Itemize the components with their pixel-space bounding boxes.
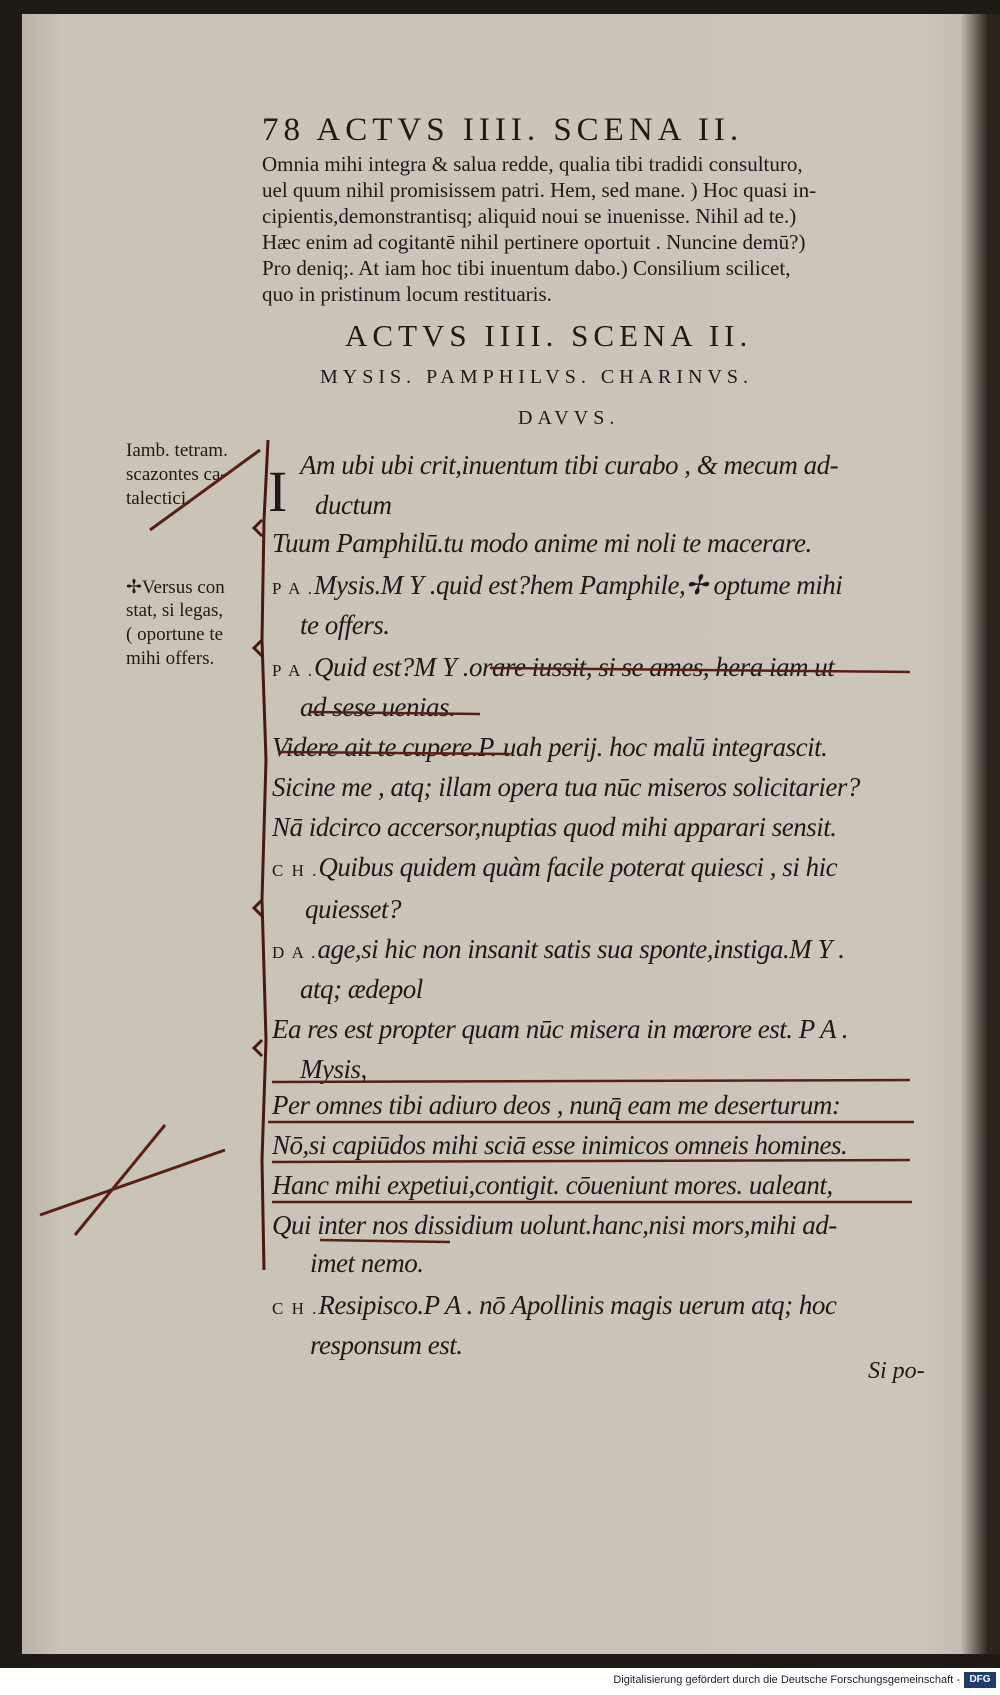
cross-out-marks xyxy=(40,450,260,1235)
footer-bar xyxy=(0,1668,1000,1695)
dramatis-personae: DAVVS. xyxy=(518,407,620,429)
dramatis-personae: MYSIS. PAMPHILVS. CHARINVS. xyxy=(320,366,754,388)
drop-cap: I xyxy=(268,459,288,524)
verse-text: imet nemo. xyxy=(310,1248,424,1278)
vertical-bracket-line xyxy=(254,440,268,1270)
commentary-line: quo in pristinum locum restituaris. xyxy=(262,282,552,306)
commentary-line: Hæc enim ad cogitantē nihil pertinere oportuit . Nuncine demū?) xyxy=(262,230,806,254)
verse-text: Per omnes tibi adiuro deos , nunq̄ eam me deserturum: xyxy=(272,1090,841,1120)
commentary-line: Omnia mihi integra & salua redde, qualia tibi tradidi consulturo, xyxy=(262,152,803,176)
commentary-line: uel quum nihil promisissem patri. Hem, sed mane. ) Hoc quasi in- xyxy=(262,178,817,202)
verse-text: ad sese uenias. xyxy=(300,692,456,722)
dfg-logo: DFG xyxy=(964,1672,996,1688)
verse-text: Resipisco.P A . nō Apollinis magis uerum atq; hoc xyxy=(318,1290,837,1320)
margin-note-meter: scazontes ca- xyxy=(126,464,227,485)
verse-text: responsum est. xyxy=(310,1330,463,1360)
verse-text: Tuum Pamphilū.tu modo anime mi noli te macerare. xyxy=(272,528,812,558)
verse-text: te offers. xyxy=(300,610,390,640)
verse-text: Hanc mihi expetiui,contigit. cōueniunt mores. ualeant, xyxy=(272,1170,833,1200)
speaker-abbrev: P A . xyxy=(272,579,314,598)
speaker-abbrev: P A . xyxy=(272,661,314,680)
margin-note-verse: ( oportune te xyxy=(126,624,224,645)
running-head: 78 ACTVS IIII. SCENA II. xyxy=(262,112,744,148)
verse-text: Ea res est propter quam nūc misera in mœrore est. P A . xyxy=(272,1014,848,1044)
commentary-line: Pro deniq;. At iam hoc tibi inuentum dabo.) Consilium scilicet, xyxy=(262,256,791,280)
verse-text: Mysis.M Y .quid est?hem Pamphile,✢ optume mihi xyxy=(313,570,843,600)
verse-text: Quibus quidem quàm facile poterat quiesci , si hic xyxy=(318,852,838,882)
footer-credit: Digitalisierung gefördert durch die Deutsche Forschungsgemeinschaft - xyxy=(613,1674,960,1686)
verse-text: Am ubi ubi crit,inuentum tibi curabo , & mecum ad- xyxy=(300,450,839,480)
verse-text: Videre ait te cupere.P. uah perij. hoc malū integrascit. xyxy=(272,732,828,762)
commentary-line: cipientis,demonstrantisq; aliquid noui se inuenisse. Nihil ad te.) xyxy=(262,204,797,228)
verse-text: Sicine me , atq; illam opera tua nūc miseros solicitarier? xyxy=(272,772,860,802)
speaker-abbrev: C H . xyxy=(272,1299,319,1318)
verse-text: Quid est?M Y .orare iussit, si se ames, hera iam ut xyxy=(313,652,835,682)
verse-text: ductum xyxy=(315,490,392,520)
margin-note-verse: stat, si legas, xyxy=(126,600,224,621)
margin-note-meter: talectici. xyxy=(126,488,191,509)
verse-text: Nā idcirco accersor,nuptias quod mihi apparari sensit. xyxy=(272,812,837,842)
verse-text: Nō,si capiūdos mihi sciā esse inimicos omneis homines. xyxy=(272,1130,848,1160)
speaker-abbrev: D A . xyxy=(272,943,318,962)
margin-note-verse: mihi offers. xyxy=(126,648,215,669)
margin-note-meter: Iamb. tetram. xyxy=(126,440,228,461)
margin-note-verse: ✢Versus con xyxy=(126,577,225,598)
speaker-abbrev: C H . xyxy=(272,861,319,880)
verse-text: age,si hic non insanit satis sua sponte,instiga.M Y . xyxy=(317,934,845,964)
verse-text: quiesset? xyxy=(305,894,401,924)
underline-marks xyxy=(268,668,914,1242)
verse-text: atq; ædepol xyxy=(300,974,423,1004)
verse-text: Qui inter nos dissidium uolunt.hanc,nisi mors,mihi ad- xyxy=(272,1210,837,1240)
verse-text: Mysis, xyxy=(300,1054,367,1084)
catchword: Si po- xyxy=(868,1358,925,1384)
scene-title: ACTVS IIII. SCENA II. xyxy=(345,318,753,353)
